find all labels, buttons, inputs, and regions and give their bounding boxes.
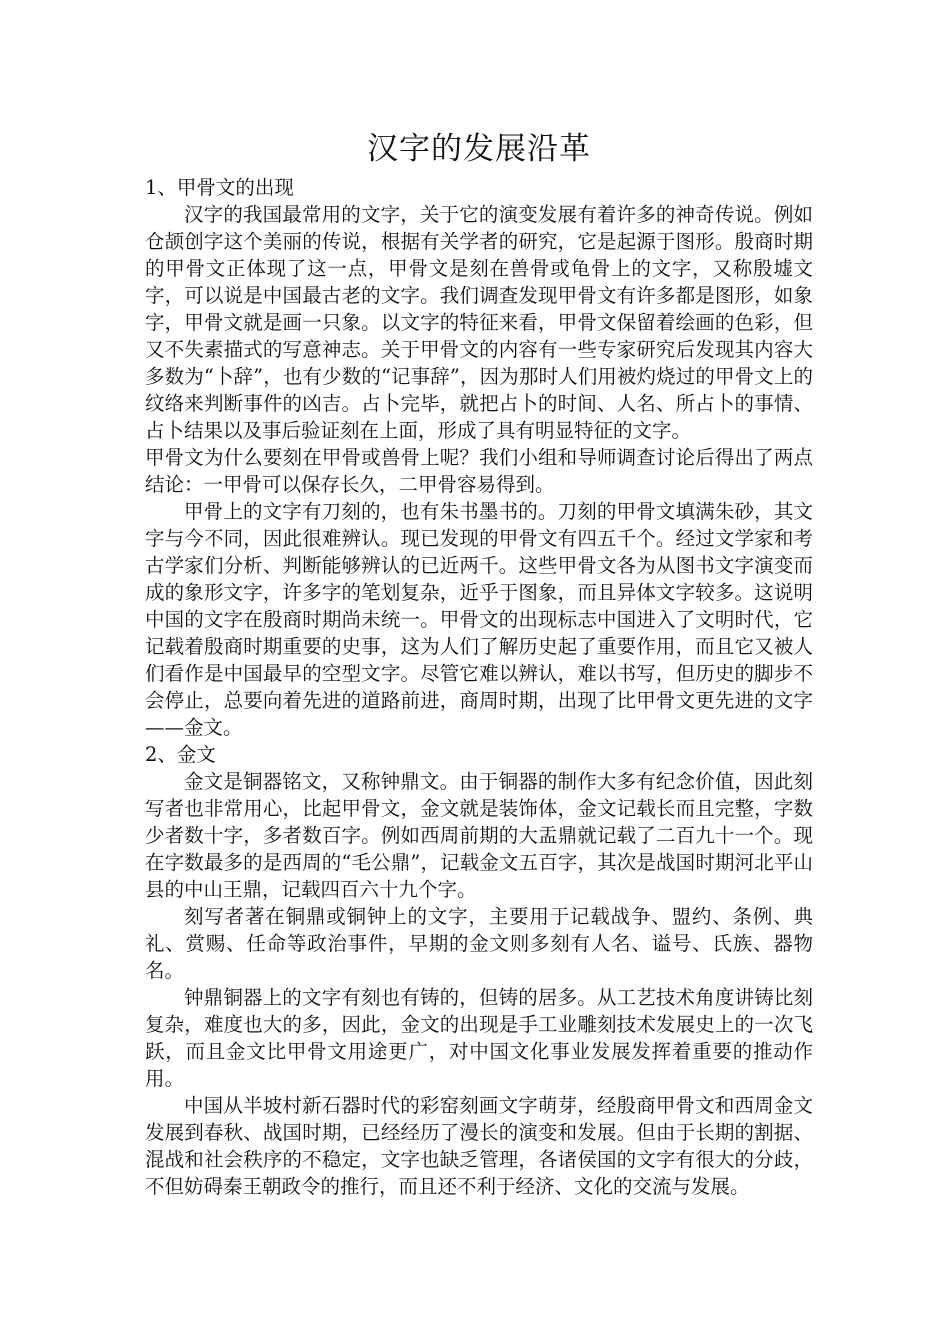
- page-title: 汉字的发展沿革: [367, 131, 591, 167]
- paragraph: 刻写者著在铜鼎或铜钟上的文字，主要用于记载战争、盟约、条例、典礼、赏赐、任命等政治事件，早期的金文则多刻有人名、谥号、氏族、器物名。: [145, 905, 813, 982]
- paragraph: 甲骨上的文字有刀刻的，也有朱书墨书的。刀刻的甲骨文填满朱砂，其文字与今不同，因此很难辨认。现已发现的甲骨文有四五千个。经过文学家和考古学家们分析、判断能够辨认的已近两千。这些甲骨文各为从图书文字演变而成的象形文字，许多字的笔划复杂，近乎于图象，而且异体文字较多。这说明中国的文字在殷商时期尚未统一。甲骨文的出现标志中国进入了文明时代，它记载着殷商时期重要的史事，这为人们了解历史起了重要作用，而且它又被人们看作是中国最早的空型文字。尽管它难以辨认，难以书写，但历史的脚步不会停止，总要向着先进的道路前进，商周时期，出现了比甲骨文更先进的文字——金文。: [145, 500, 813, 739]
- document-page: [145, 128, 813, 1200]
- paragraph: 钟鼎铜器上的文字有刻也有铸的，但铸的居多。从工艺技术角度讲铸比刻复杂，难度也大的多，因此，金文的出现是手工业雕刻技术发展史上的一次飞跃，而且金文比甲骨文用途更广，对中国文化事业发展发挥着重要的推动作用。: [145, 986, 813, 1090]
- paragraph: 汉字的我国最常用的文字，关于它的演变发展有着许多的神奇传说。例如仓颉创字这个美丽的传说，根据有关学者的研究，它是起源于图形。殷商时期的甲骨文正体现了这一点，甲骨文是刻在兽骨或龟骨上的文字，又称殷墟文字，可以说是中国最古老的文字。我们调查发现甲骨文有许多都是图形，如象字，甲骨文就是画一只象。以文字的特征来看，甲骨文保留着绘画的色彩，但又不失素描式的写意神志。关于甲骨文的内容有一些专家研究后发现其内容大多数为“卜辞”，也有少数的“记事辞”，因为那时人们用被灼烧过的甲骨文上的纹络来判断事件的凶吉。占卜完毕，就把占卜的时间、人名、所占卜的事情、占卜结果以及事后验证刻在上面，形成了具有明显特征的文字。: [145, 203, 813, 442]
- section-heading-oracle-bone: 1、甲骨文的出现: [145, 176, 294, 199]
- paragraph: 中国从半坡村新石器时代的彩窑刻画文字萌芽，经殷商甲骨文和西周金文发展到春秋、战国时期，已经经历了漫长的演变和发展。但由于长期的割据、混战和社会秩序的不稳定，文字也缺乏管理，各诸侯国的文字有很大的分歧，不但妨碍秦王朝政令的推行，而且还不利于经济、文化的交流与发展。: [145, 1094, 813, 1198]
- section-heading-bronze-script: 2、金文: [145, 743, 216, 766]
- paragraph: 甲骨文为什么要刻在甲骨或兽骨上呢？我们小组和导师调查讨论后得出了两点结论：一甲骨可以保存长久，二甲骨容易得到。: [145, 446, 813, 496]
- paragraph: 金文是铜器铭文，又称钟鼎文。由于铜器的制作大多有纪念价值，因此刻写者也非常用心，比起甲骨文，金文就是装饰体，金文记载长而且完整，字数少者数十字，多者数百字。例如西周前期的大盂鼎就记载了二百九十一个。现在字数最多的是西周的“毛公鼎”，记载金文五百字，其次是战国时期河北平山县的中山王鼎，记载四百六十九个字。: [145, 770, 813, 901]
